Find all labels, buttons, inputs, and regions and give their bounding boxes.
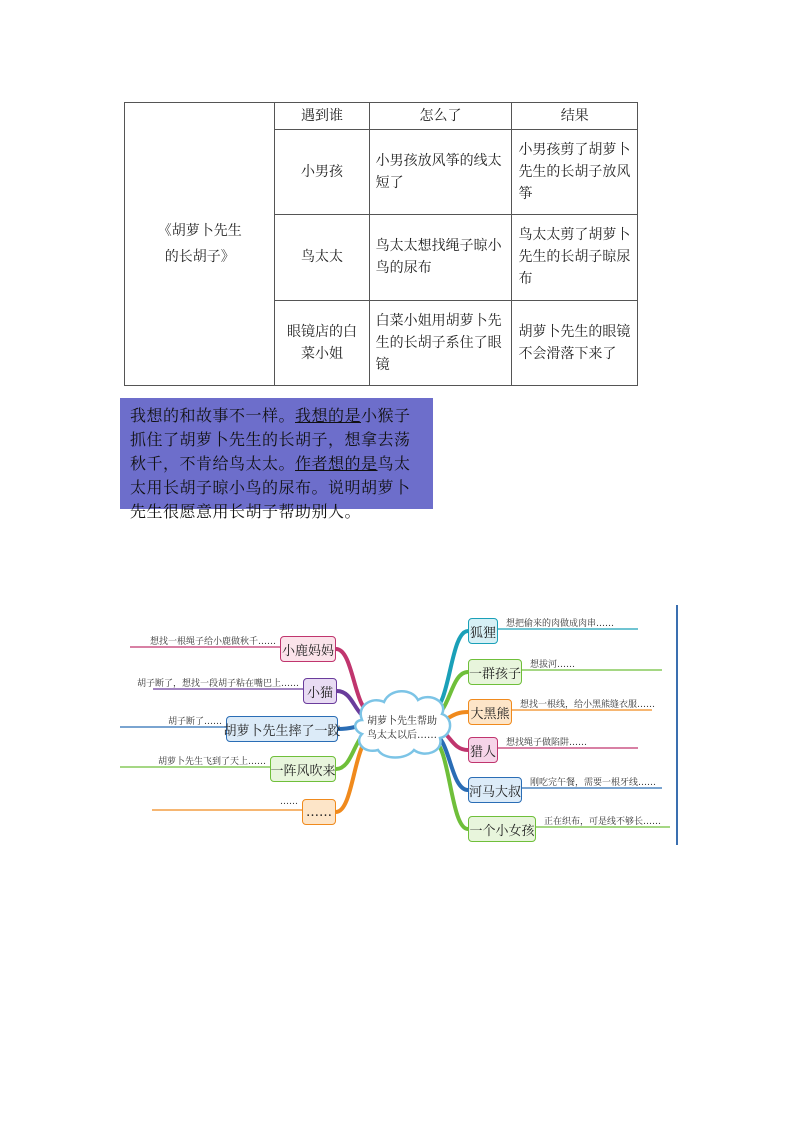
center-topic-line1: 胡萝卜先生帮助 bbox=[367, 716, 437, 727]
header-result: 结果 bbox=[512, 103, 638, 130]
mindmap-node-right: 狐狸 bbox=[468, 618, 498, 644]
mindmap-note-right: 想把偷来的肉做成肉串…… bbox=[506, 619, 615, 629]
mindmap-node-left: …… bbox=[302, 799, 336, 825]
note-underline-1: 我想的是 bbox=[295, 406, 362, 425]
header-who: 遇到谁 bbox=[275, 103, 369, 130]
note-text-3: 鸟太太用长胡子晾小鸟的尿布。说明胡萝卜先生很愿意用长胡子帮助别人。 bbox=[130, 454, 411, 521]
cell-result: 小男孩剪了胡萝卜先生的长胡子放风筝 bbox=[512, 130, 638, 215]
mindmap-node-left: 小猫 bbox=[303, 678, 337, 704]
center-topic-line2: 鸟太太以后…… bbox=[367, 730, 437, 741]
mindmap-node-left: 一阵风吹来 bbox=[270, 756, 336, 782]
mindmap-note-left: 胡萝卜先生飞到了天上…… bbox=[157, 757, 266, 767]
mindmap-node-right: 大黑熊 bbox=[468, 699, 512, 725]
note-text-1: 我想的和故事不一样。 bbox=[130, 406, 296, 425]
story-title-cell bbox=[125, 103, 275, 386]
center-topic bbox=[366, 715, 438, 743]
mindmap-node-right: 猎人 bbox=[468, 737, 498, 763]
mindmap-node-right: 河马大叔 bbox=[468, 777, 522, 803]
mindmap-note-right: 刚吃完午餐，需要一根牙线…… bbox=[530, 778, 657, 788]
cell-what: 小男孩放风筝的线太短了 bbox=[369, 130, 512, 215]
branch-line bbox=[432, 740, 468, 829]
mindmap-note-left: 想找一根绳子给小鹿做秋千…… bbox=[149, 637, 276, 647]
mindmap-node-right: 一群孩子 bbox=[468, 659, 522, 685]
mindmap-note-left: …… bbox=[280, 797, 298, 807]
mindmap-node-right: 一个小女孩 bbox=[468, 816, 536, 842]
mindmap-note-right: 想拔河…… bbox=[530, 660, 576, 670]
note-underline-2: 作者想的是 bbox=[295, 454, 378, 473]
cell-result: 鸟太太剪了胡萝卜先生的长胡子晾尿布 bbox=[512, 215, 638, 300]
story-table bbox=[124, 102, 638, 386]
cell-what: 白菜小姐用胡萝卜先生的长胡子系住了眼镜 bbox=[369, 300, 512, 385]
mindmap-note-left: 胡子断了…… bbox=[167, 717, 222, 727]
cell-what: 鸟太太想找绳子晾小鸟的尿布 bbox=[369, 215, 512, 300]
cell-result: 胡萝卜先生的眼镜不会滑落下来了 bbox=[512, 300, 638, 385]
cell-who: 小男孩 bbox=[275, 130, 369, 215]
reflection-note bbox=[120, 398, 433, 521]
mindmap-node-left: 胡萝卜先生摔了一跤 bbox=[226, 716, 338, 742]
mindmap-note-right: 正在织布，可是线不够长…… bbox=[544, 817, 662, 827]
note-text-2: 小猴子抓住了胡萝卜先生的长胡子，想拿去荡秋千，不肯给鸟太太。 bbox=[130, 406, 411, 473]
mind-map bbox=[110, 602, 680, 847]
story-title-line1: 《胡萝卜先生 bbox=[157, 223, 242, 239]
table-header-row bbox=[125, 103, 638, 130]
mindmap-note-left: 胡子断了，想找一段胡子粘在嘴巴上…… bbox=[136, 679, 299, 689]
header-what: 怎么了 bbox=[369, 103, 512, 130]
story-title-line2: 的长胡子》 bbox=[164, 249, 235, 265]
mindmap-node-left: 小鹿妈妈 bbox=[280, 636, 336, 662]
cell-who: 鸟太太 bbox=[275, 215, 369, 300]
mindmap-note-right: 想找一根线，给小黑熊缝衣服…… bbox=[520, 700, 656, 710]
mindmap-note-right: 想找绳子做陷阱…… bbox=[506, 738, 588, 748]
cell-who: 眼镜店的白菜小姐 bbox=[275, 300, 369, 385]
